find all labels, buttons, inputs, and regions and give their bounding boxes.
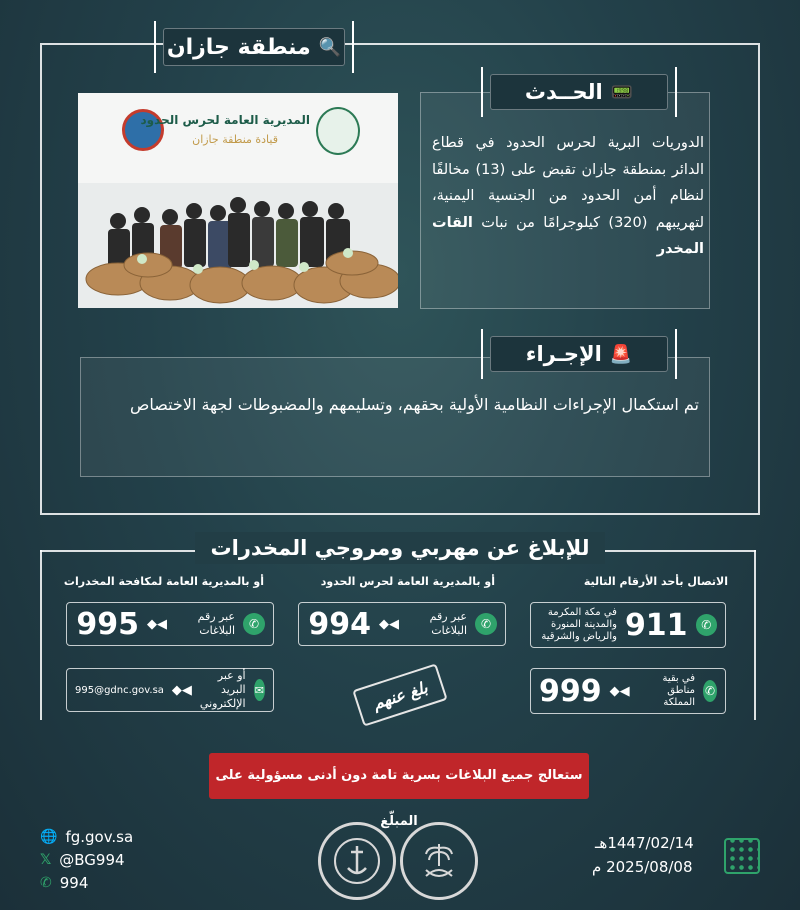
event-text	[432, 130, 704, 263]
email-box[interactable]	[66, 668, 274, 712]
action-title: الإجـراء	[525, 342, 602, 366]
region-tab	[163, 28, 345, 66]
report-title: للإبلاغ عن مهربي ومروجي المخدرات	[195, 532, 605, 564]
footer-x-handle[interactable]: @BG994	[59, 851, 125, 869]
siren-icon: 🚨	[609, 343, 633, 365]
number-995: 995	[76, 606, 139, 642]
event-tab	[490, 74, 668, 110]
phone-icon: ✆	[696, 614, 717, 636]
col2-heading: أو بالمديرية العامة لحرس الحدود	[320, 575, 495, 588]
footer-phone[interactable]: 994	[59, 874, 89, 892]
photo-banner-subtitle: قيادة منطقة جازان	[192, 133, 278, 146]
footer-x-row[interactable]	[40, 851, 125, 869]
date-gregorian: 2025/08/08 م	[592, 858, 693, 876]
report-them-stamp: بلغ عنهم	[352, 663, 447, 726]
arrow-icon: ◆◀	[171, 682, 192, 698]
footer-website-row[interactable]	[40, 828, 133, 846]
region-title: منطقة جازان	[166, 34, 311, 60]
anchor-icon	[332, 836, 382, 886]
event-text-bold: القات المخدر	[432, 214, 704, 257]
number-994-label: عبر رقم البلاغات	[429, 610, 467, 637]
radio-icon: 📟	[610, 81, 634, 103]
border-guard-seal	[318, 822, 396, 900]
phone-icon: ✆	[703, 680, 717, 702]
arrow-icon: ◆◀	[147, 616, 167, 632]
number-994: 994	[308, 606, 371, 642]
photo-banner-title: المديرية العامة لحرس الحدود	[140, 113, 310, 127]
arrow-icon: ◆◀	[379, 616, 399, 632]
ministry-interior-seal	[400, 822, 478, 900]
col1-heading: الاتصال بأحد الأرقام التالية	[583, 575, 728, 588]
event-title: الحــدث	[524, 80, 603, 104]
number-911: 911	[624, 607, 688, 643]
email-label: أو عبر البريد الإلكتروني	[199, 669, 246, 710]
calendar-icon	[724, 838, 760, 874]
globe-icon: 🌐	[40, 829, 58, 845]
col3-heading: أو بالمديرية العامة لمكافحة المخدرات	[63, 575, 264, 588]
number-999: 999	[539, 673, 602, 709]
phone-icon: ✆	[475, 613, 497, 635]
call-999-box[interactable]	[530, 668, 726, 714]
event-photo	[78, 93, 398, 308]
report-right-rule	[754, 550, 756, 720]
date-hijri: 1447/02/14هـ	[595, 834, 694, 852]
phone-icon: ✆	[40, 875, 52, 891]
call-994-box[interactable]	[298, 602, 506, 646]
envelope-icon: ✉	[254, 679, 265, 701]
footer-website[interactable]: fg.gov.sa	[65, 828, 134, 846]
action-tab	[490, 336, 668, 372]
call-911-box[interactable]	[530, 602, 726, 648]
number-995-label: عبر رقم البلاغات	[197, 610, 235, 637]
number-999-label: في بقية مناطق المملكة	[662, 673, 695, 708]
footer-phone-row[interactable]	[40, 874, 88, 892]
map-search-icon: 🔍	[318, 36, 342, 58]
email-address[interactable]: 995@gdnc.gov.sa	[75, 684, 164, 696]
palm-swords-icon	[414, 836, 464, 886]
call-995-box[interactable]	[66, 602, 274, 646]
report-left-rule	[40, 550, 42, 720]
confidential-banner: ستعالج جميع البلاغات بسرية تامة دون أدنى مسؤولية على المبلّغ	[209, 753, 589, 799]
arrow-icon: ◆◀	[609, 683, 630, 699]
phone-icon: ✆	[243, 613, 265, 635]
detainees-figures	[78, 93, 398, 308]
event-text-plain: الدوريات البرية لحرس الحدود في قطاع الدائر بمنطقة جازان تقبض على (13) مخالفًا لنظام أمن الحدود من الجنسية اليمنية، لتهريبهم (320) كيلوجرامًا من نبات	[432, 135, 705, 231]
action-text: تم استكمال الإجراءات النظامية الأولية بحقهم، وتسليمهم والمضبوطات لجهة الاختصاص	[130, 395, 699, 414]
x-icon: 𝕏	[40, 852, 52, 868]
number-911-label: في مكة المكرمة والمدينة المنورة والرياض والشرقية	[541, 607, 617, 642]
